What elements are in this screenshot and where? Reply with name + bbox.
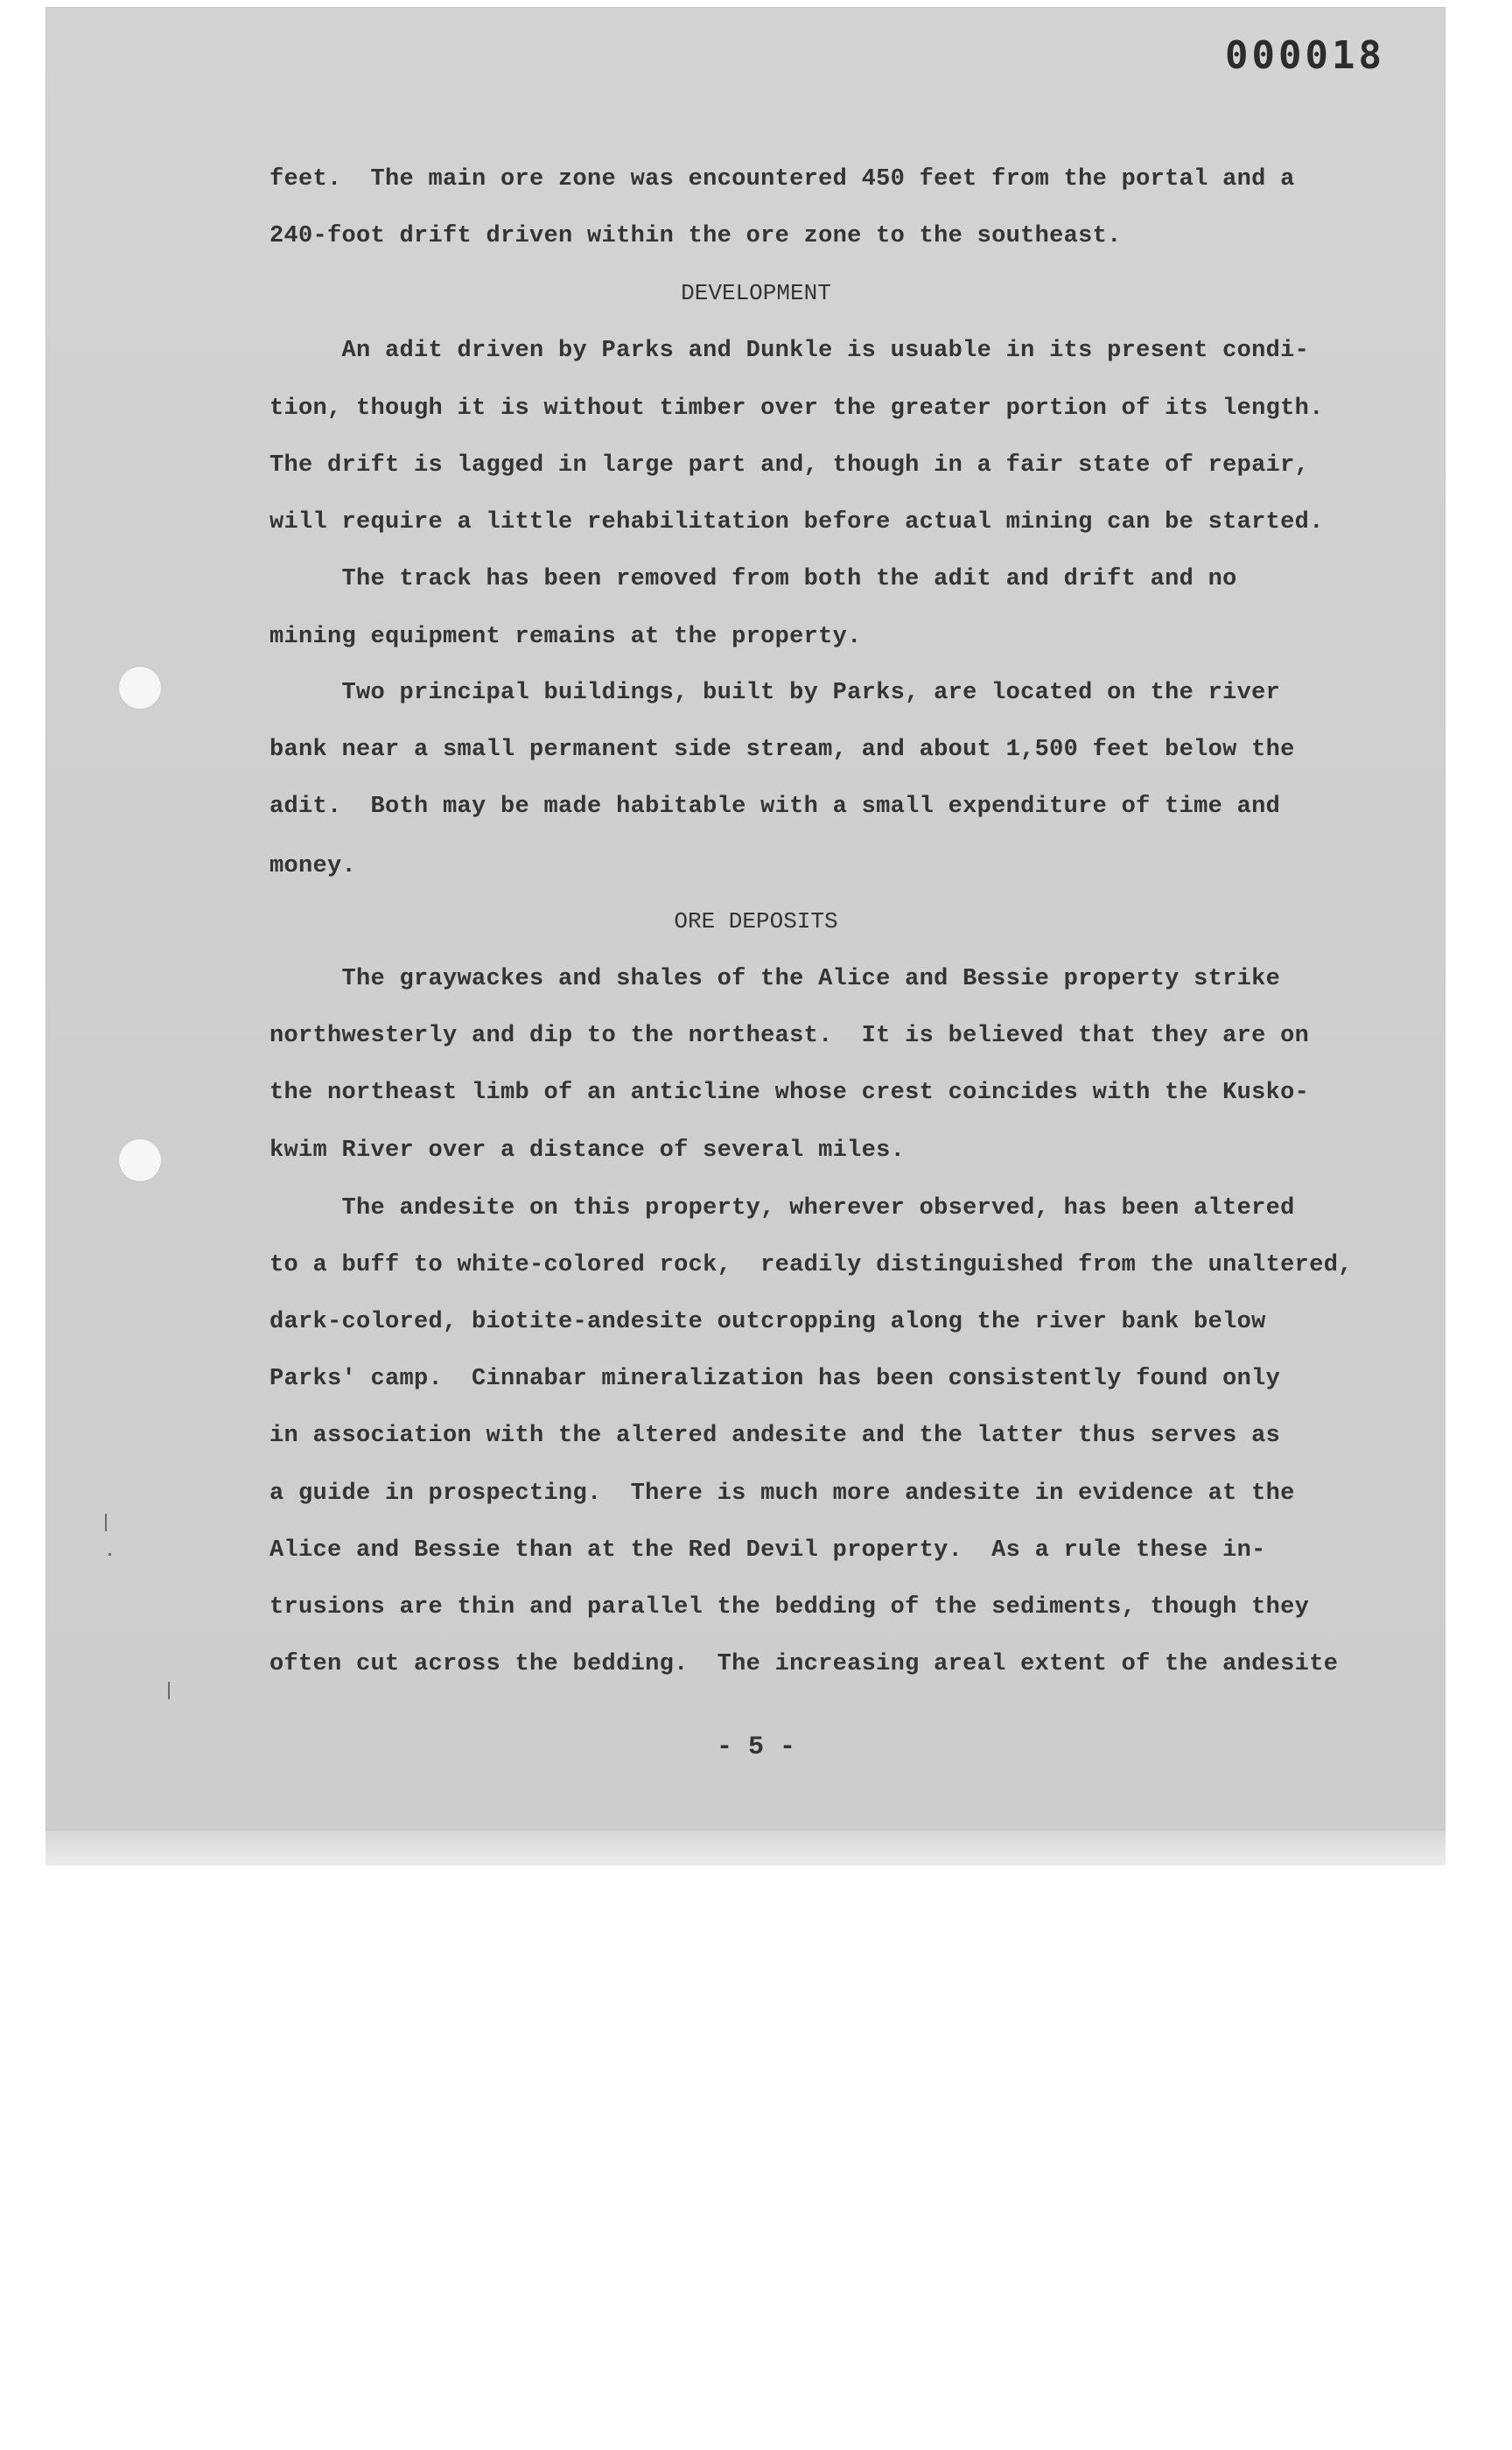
punch-hole [119, 667, 161, 709]
text-line: often cut across the bedding. The increasing areal extent of the andesite [270, 1651, 1339, 1677]
text-line: feet. The main ore zone was encountered 450 feet from the portal and a [270, 166, 1295, 192]
text-line: The drift is lagged in large part and, though in a fair state of repair, [270, 452, 1310, 479]
scan-mark [168, 1682, 170, 1699]
scan-edge-shadow [46, 1830, 1446, 1866]
text-line: 240-foot drift driven within the ore zone to the southeast. [270, 223, 1122, 249]
text-line: An adit driven by Parks and Dunkle is usuable in its present condi- [270, 338, 1310, 364]
text-line: will require a little rehabilitation before actual mining can be started. [270, 509, 1324, 536]
text-line: the northeast limb of an anticline whose crest coincides with the Kusko- [270, 1080, 1310, 1106]
text-line: to a buff to white-colored rock, readily distinguished from the unaltered, [270, 1252, 1353, 1278]
punch-hole [119, 1139, 161, 1181]
text-line: in association with the altered andesite and the latter thus serves as [270, 1423, 1281, 1449]
document-number: 000018 [1225, 33, 1385, 78]
text-line: kwim River over a distance of several miles. [270, 1138, 906, 1164]
text-line: Parks' camp. Cinnabar mineralization has been consistently found only [270, 1366, 1281, 1392]
text-line: Two principal buildings, built by Parks, are located on the river [270, 680, 1281, 706]
text-line: trusions are thin and parallel the bedding of the sediments, though they [270, 1594, 1310, 1620]
text-line: The andesite on this property, wherever observed, has been altered [270, 1195, 1295, 1222]
text-line: Alice and Bessie than at the Red Devil property. As a rule these in- [270, 1537, 1266, 1564]
scan-mark [105, 1514, 107, 1531]
text-line: mining equipment remains at the property. [270, 624, 862, 650]
text-line: The track has been removed from both the adit and drift and no [270, 566, 1237, 592]
section-heading-development: DEVELOPMENT [681, 280, 831, 306]
scan-mark [108, 1553, 111, 1556]
text-line: bank near a small permanent side stream, and about 1,500 feet below the [270, 737, 1295, 763]
text-line: tion, though it is without timber over the greater portion of its length. [270, 396, 1324, 422]
text-line: dark-colored, biotite-andesite outcropping along the river bank below [270, 1309, 1266, 1335]
section-heading-ore-deposits: ORE DEPOSITS [674, 908, 838, 934]
text-line: money. [270, 853, 357, 879]
text-line: a guide in prospecting. There is much more andesite in evidence at the [270, 1480, 1295, 1507]
text-line: The graywackes and shales of the Alice and Bessie property strike [270, 966, 1281, 992]
page-number: - 5 - [716, 1732, 795, 1762]
text-line: northwesterly and dip to the northeast. It is believed that they are on [270, 1023, 1310, 1049]
text-line: adit. Both may be made habitable with a small expenditure of time and [270, 794, 1281, 820]
